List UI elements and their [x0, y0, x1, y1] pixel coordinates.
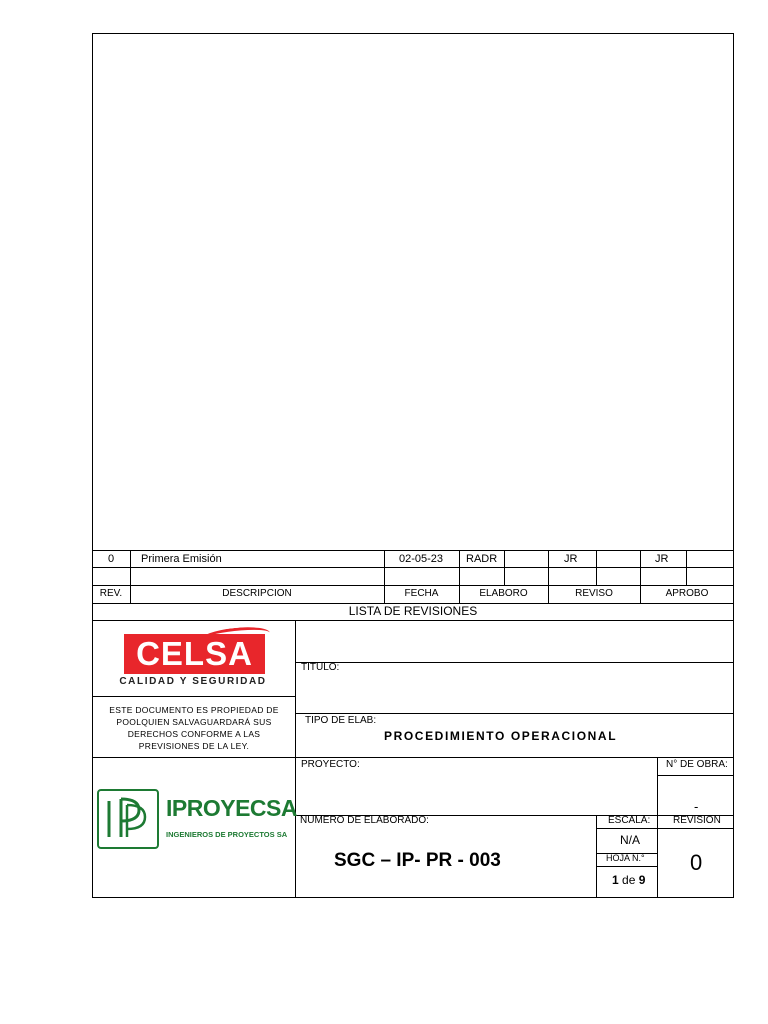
hoja-line: [596, 866, 657, 867]
document-code: SGC – IP- PR - 003: [334, 850, 501, 871]
obra-value: -: [694, 799, 699, 814]
rev-date: 02-05-23: [399, 553, 444, 565]
title-line: [295, 713, 734, 714]
rev-table-line-1: [92, 567, 734, 568]
escala-label: ESCALA:: [608, 815, 651, 826]
iproyecsa-subtitle: INGENIEROS DE PROYECTOS SA: [166, 830, 288, 839]
rev-header-fecha: FECHA: [404, 588, 439, 599]
rev-header-descripcion: DESCRIPCION: [222, 588, 292, 599]
rev-number: 0: [108, 553, 115, 565]
rev-table-line-2: [92, 585, 734, 586]
proyecto-label: PROYECTO:: [301, 759, 360, 770]
celsa-tagline: CALIDAD Y SEGURIDAD: [119, 676, 267, 687]
escala-line: [596, 828, 734, 829]
rev-col-divider: [504, 550, 505, 585]
iproyecsa-monogram-icon: [99, 791, 156, 846]
hoja-of: de: [622, 873, 636, 887]
iproyecsa-name: IPROYECSA: [166, 795, 297, 821]
rev-col-divider: [596, 550, 597, 585]
rev-header-aprobo: APROBO: [665, 588, 709, 599]
title-line: [92, 757, 734, 758]
celsa-logo-text: CELSA: [136, 635, 253, 672]
rev-reviso: JR: [564, 553, 578, 565]
revision-value: 0: [690, 850, 703, 875]
revision-label: REVISION: [673, 815, 721, 826]
rev-aprobo: JR: [655, 553, 669, 565]
rev-description: Primera Emisión: [141, 553, 222, 565]
rev-elaboro: RADR: [466, 553, 498, 565]
tipo-label: TIPO DE ELAB:: [305, 715, 377, 726]
hoja-current: 1: [612, 873, 619, 887]
titulo-label: TITULO:: [301, 662, 340, 673]
notice-line: DERECHOS CONFORME A LAS: [127, 729, 261, 739]
hoja-number: [612, 874, 645, 887]
numero-label: NUMERO DE ELABORADO:: [300, 815, 429, 826]
rev-header-reviso: REVISO: [575, 588, 613, 599]
rev-table-top-line: [92, 550, 734, 551]
logo-divider: [92, 696, 295, 697]
escala-value: N/A: [620, 833, 641, 847]
notice-line: PREVISIONES DE LA LEY.: [138, 741, 250, 751]
ownership-notice: [96, 704, 292, 752]
rev-header-rev: REV.: [99, 588, 123, 599]
rev-table-title: LISTA DE REVISIONES: [348, 604, 478, 618]
obra-line: [657, 775, 734, 776]
document-frame: [92, 33, 734, 898]
obra-label: N° DE OBRA:: [666, 759, 728, 770]
tipo-value: PROCEDIMIENTO OPERACIONAL: [384, 729, 618, 743]
notice-line: ESTE DOCUMENTO ES PROPIEDAD DE: [109, 705, 279, 715]
rev-col-divider: [686, 550, 687, 585]
rev-header-elaboro: ELABORO: [479, 588, 528, 599]
hoja-total: 9: [638, 873, 646, 887]
notice-line: POOLQUIEN SALVAGUARDARÁ SUS: [116, 717, 272, 727]
iproyecsa-logo: [97, 789, 159, 849]
hoja-label: HOJA N.°: [606, 853, 645, 863]
title-line: [295, 662, 734, 663]
rev-table-bottom-line: [92, 620, 734, 621]
